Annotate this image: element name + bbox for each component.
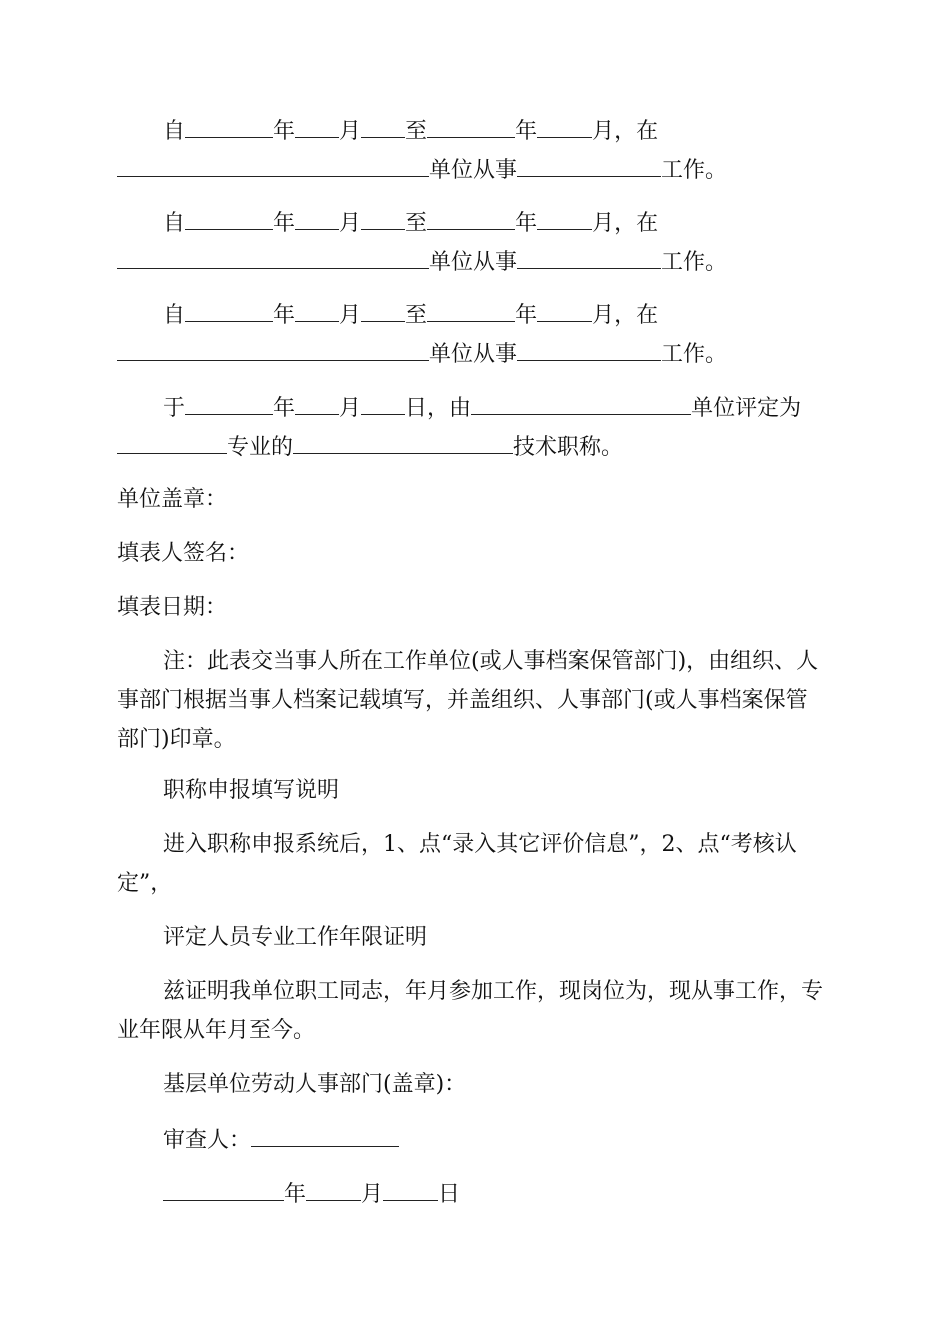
period-row-1-line-2 xyxy=(117,154,727,186)
month-label: 月 xyxy=(339,396,362,421)
to-label: 至 xyxy=(405,211,428,236)
signer-label: 填表人签名： xyxy=(117,541,250,566)
note-line-2: 事部门根据当事人档案记载填写，并盖组织、人事部门(或人事档案保管 xyxy=(117,688,808,713)
start-year-blank[interactable] xyxy=(185,115,273,138)
start-month-blank[interactable] xyxy=(295,207,339,230)
start-month-blank[interactable] xyxy=(295,299,339,322)
work-blank[interactable] xyxy=(517,338,661,361)
start-year-blank[interactable] xyxy=(185,299,273,322)
period-row-3-line-1 xyxy=(163,299,658,331)
start-year-blank[interactable] xyxy=(185,207,273,230)
rating-year-blank[interactable] xyxy=(185,392,273,415)
end-month-blank[interactable] xyxy=(537,115,592,138)
rating-line-2 xyxy=(117,431,623,463)
month-label: 月 xyxy=(339,303,362,328)
end-year-blank[interactable] xyxy=(427,115,515,138)
date-month-blank[interactable] xyxy=(306,1178,361,1201)
major-label: 专业的 xyxy=(227,435,294,460)
guide-line-2: 定”， xyxy=(117,871,173,896)
from-label: 自 xyxy=(163,303,186,328)
date-line xyxy=(163,1178,460,1210)
from-label: 自 xyxy=(163,119,186,144)
note-line-1: 注：此表交当事人所在工作单位(或人事档案保管部门)，由组织、人 xyxy=(163,649,819,674)
day-by-label: 日，由 xyxy=(405,396,472,421)
rating-unit-blank[interactable] xyxy=(471,392,691,415)
period-row-2-line-1 xyxy=(163,207,658,239)
gap-blank[interactable] xyxy=(361,115,405,138)
rating-line-1 xyxy=(163,392,801,424)
note-line-3: 部门)印章。 xyxy=(117,727,236,752)
rating-day-blank[interactable] xyxy=(361,392,405,415)
date-day-blank[interactable] xyxy=(383,1178,438,1201)
major-blank[interactable] xyxy=(117,431,227,454)
work-blank[interactable] xyxy=(517,246,661,269)
year-label: 年 xyxy=(273,211,296,236)
work-label: 工作。 xyxy=(661,342,728,367)
year-label: 年 xyxy=(273,303,296,328)
unit-blank[interactable] xyxy=(117,154,429,177)
title-label: 技术职称。 xyxy=(513,435,624,460)
date-year-blank[interactable] xyxy=(163,1178,284,1201)
seal-label: 单位盖章： xyxy=(117,487,228,512)
gap-blank[interactable] xyxy=(361,207,405,230)
to-label: 至 xyxy=(405,303,428,328)
month-at-label: 月，在 xyxy=(592,211,659,236)
year-label: 年 xyxy=(515,303,538,328)
end-month-blank[interactable] xyxy=(537,299,592,322)
reviewer-label: 审查人： xyxy=(163,1128,252,1153)
reviewer-line xyxy=(163,1124,399,1156)
year-label: 年 xyxy=(273,396,296,421)
title-blank[interactable] xyxy=(293,431,513,454)
work-label: 工作。 xyxy=(661,158,728,183)
to-label: 至 xyxy=(405,119,428,144)
unit-blank[interactable] xyxy=(117,246,429,269)
work-blank[interactable] xyxy=(517,154,661,177)
month-at-label: 月，在 xyxy=(592,303,659,328)
cert-title: 评定人员专业工作年限证明 xyxy=(163,925,428,950)
unit-blank[interactable] xyxy=(117,338,429,361)
rating-unit-label: 单位评定为 xyxy=(691,396,802,421)
end-year-blank[interactable] xyxy=(427,299,515,322)
end-year-blank[interactable] xyxy=(427,207,515,230)
rating-month-blank[interactable] xyxy=(295,392,339,415)
cert-line-2: 业年限从年月至今。 xyxy=(117,1018,316,1043)
year-label: 年 xyxy=(273,119,296,144)
year-label: 年 xyxy=(284,1182,307,1207)
period-row-1-line-1 xyxy=(163,115,658,147)
unit-label: 单位从事 xyxy=(429,342,518,367)
work-label: 工作。 xyxy=(661,250,728,275)
on-label: 于 xyxy=(163,396,186,421)
year-label: 年 xyxy=(515,119,538,144)
guide-title: 职称申报填写说明 xyxy=(163,778,340,803)
reviewer-blank[interactable] xyxy=(251,1124,399,1147)
year-label: 年 xyxy=(515,211,538,236)
end-month-blank[interactable] xyxy=(537,207,592,230)
period-row-3-line-2 xyxy=(117,338,727,370)
day-label: 日 xyxy=(438,1182,461,1207)
start-month-blank[interactable] xyxy=(295,115,339,138)
unit-label: 单位从事 xyxy=(429,158,518,183)
month-label: 月 xyxy=(339,119,362,144)
guide-line-1: 进入职称申报系统后，1、点“录入其它评价信息”，2、点“考核认 xyxy=(163,832,797,857)
month-label: 月 xyxy=(361,1182,384,1207)
month-label: 月 xyxy=(339,211,362,236)
gap-blank[interactable] xyxy=(361,299,405,322)
from-label: 自 xyxy=(163,211,186,236)
period-row-2-line-2 xyxy=(117,246,727,278)
unit-label: 单位从事 xyxy=(429,250,518,275)
fill-date-label: 填表日期： xyxy=(117,595,228,620)
month-at-label: 月，在 xyxy=(592,119,659,144)
cert-line-1: 兹证明我单位职工同志，年月参加工作，现岗位为，现从事工作，专 xyxy=(163,979,824,1004)
dept-label: 基层单位劳动人事部门(盖章)： xyxy=(163,1072,467,1097)
